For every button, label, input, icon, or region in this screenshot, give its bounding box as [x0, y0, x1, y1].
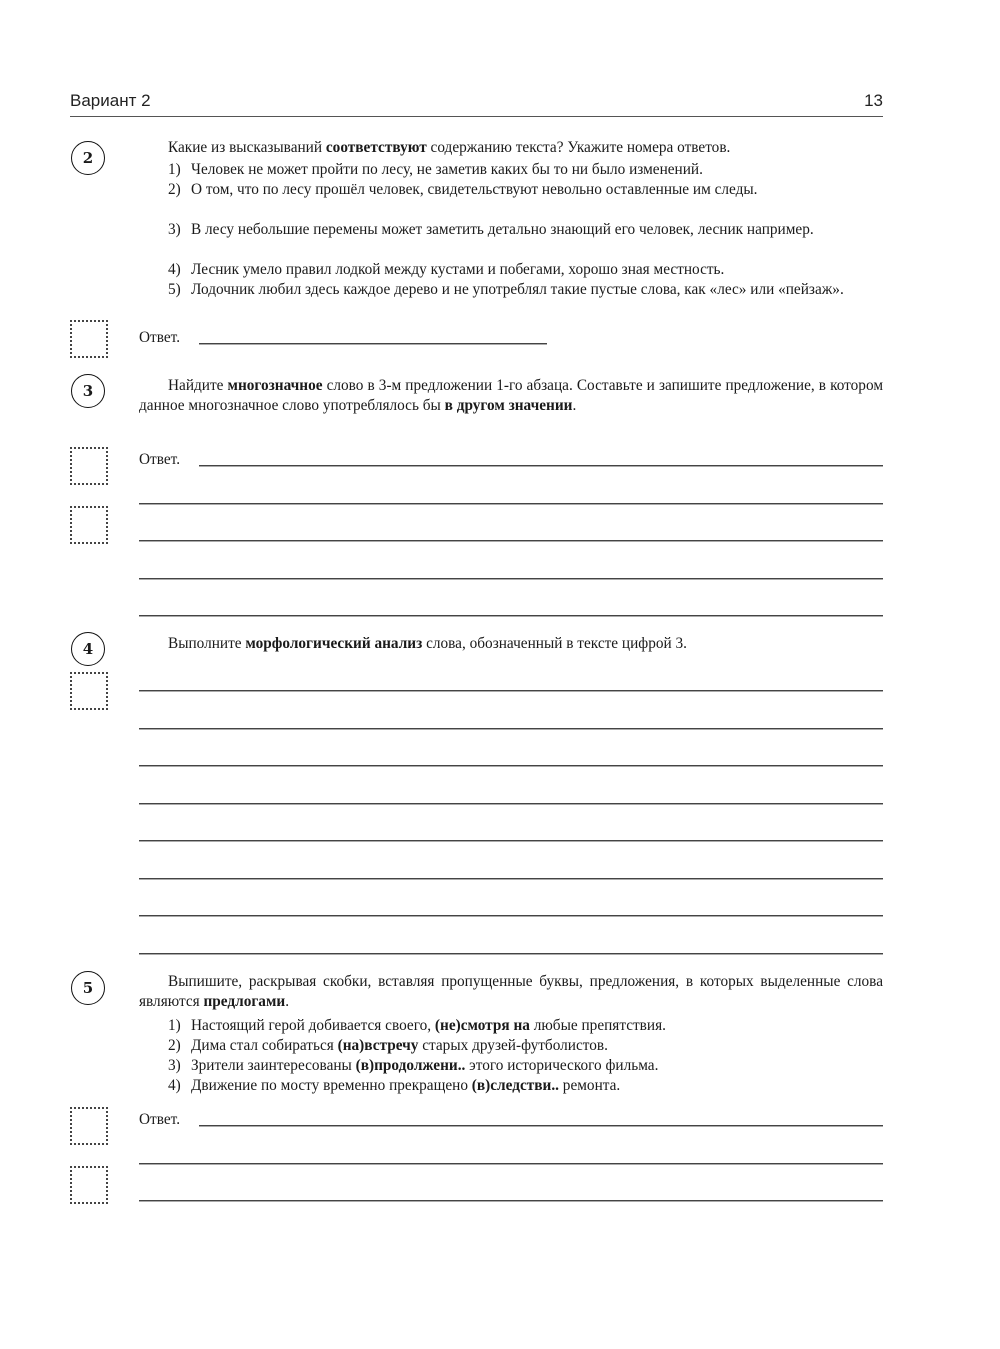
item-text: Лодочник любил здесь каждое дерево и не употреблял такие пустые слова, как «лес» или «пейзаж».	[191, 281, 844, 298]
answer-label: Ответ.	[139, 1111, 181, 1128]
answer-line[interactable]	[199, 1125, 883, 1127]
score-box	[70, 447, 108, 485]
item-number: 1)	[168, 1017, 181, 1034]
answer-line[interactable]	[139, 765, 883, 767]
item-text: Настоящий герой добивается своего,	[191, 1017, 435, 1034]
prompt-text: .	[572, 397, 577, 414]
answer-line[interactable]	[139, 615, 883, 617]
item-emphasis: (в)продолжени..	[355, 1057, 466, 1074]
answer-line[interactable]	[139, 690, 883, 692]
prompt-emphasis: многозначное	[227, 377, 323, 394]
task-number: 3	[82, 382, 94, 400]
list-item	[168, 1056, 883, 1076]
answer-line[interactable]	[139, 915, 883, 917]
answer-line[interactable]	[199, 465, 883, 467]
page-number: 13	[864, 91, 883, 110]
task-number-badge	[71, 632, 105, 666]
prompt-text: слова, обозначенный в тексте цифрой 3.	[422, 635, 687, 652]
item-emphasis: (не)смотря на	[434, 1017, 530, 1034]
list-item	[168, 1076, 883, 1096]
answer-line[interactable]	[139, 953, 883, 955]
answer-line[interactable]	[139, 728, 883, 730]
list-item	[168, 180, 883, 200]
task-number-badge	[71, 971, 105, 1005]
task-4-prompt	[139, 634, 883, 654]
prompt-emphasis: в другом значении	[444, 397, 573, 414]
answer-line[interactable]	[139, 1163, 883, 1165]
item-number: 3)	[168, 221, 181, 238]
score-box	[70, 506, 108, 544]
prompt-emphasis: морфологический анализ	[245, 635, 423, 652]
answer-line[interactable]	[139, 803, 883, 805]
answer-line[interactable]	[199, 343, 547, 345]
list-item	[168, 220, 883, 240]
item-number: 4)	[168, 1077, 181, 1094]
item-text: Лесник умело правил лодкой между кустами и побегами, хорошо зная местность.	[191, 261, 725, 278]
item-text: ремонта.	[558, 1077, 621, 1094]
item-emphasis: (на)встречу	[337, 1037, 419, 1054]
list-item	[168, 280, 883, 300]
variant-title: Вариант 2	[70, 91, 151, 110]
item-emphasis: (в)следстви..	[471, 1077, 559, 1094]
prompt-text: Выпишите, раскрывая скобки, вставляя пропущенные буквы, предложения, в которых выделенные слова являются	[139, 973, 883, 1010]
item-text: Зрители заинтересованы	[191, 1057, 356, 1074]
list-item	[168, 160, 883, 180]
item-number: 5)	[168, 281, 181, 298]
item-text: любые препятствия.	[529, 1017, 666, 1034]
prompt-text: содержанию текста? Укажите номера ответов.	[426, 139, 731, 156]
item-number: 2)	[168, 181, 181, 198]
item-text: Движение по мосту временно прекращено	[191, 1077, 472, 1094]
task-number-badge	[71, 374, 105, 408]
prompt-text: Найдите	[168, 377, 228, 394]
prompt-emphasis: предлогами	[203, 993, 286, 1010]
score-box	[70, 672, 108, 710]
prompt-text: Выполните	[168, 635, 246, 652]
prompt-emphasis: соответствуют	[325, 139, 427, 156]
item-text: этого исторического фильма.	[465, 1057, 659, 1074]
list-item	[168, 260, 883, 280]
answer-line[interactable]	[139, 1200, 883, 1202]
task-number: 5	[82, 979, 94, 997]
item-text: Человек не может пройти по лесу, не заметив каких бы то ни было изменений.	[191, 161, 703, 178]
score-box	[70, 1107, 108, 1145]
task-number: 4	[82, 640, 94, 658]
task-number-badge	[71, 141, 105, 175]
task-3-prompt	[139, 376, 883, 416]
score-box	[70, 320, 108, 358]
item-text: Дима стал собираться	[191, 1037, 338, 1054]
answer-label: Ответ.	[139, 329, 181, 346]
prompt-text: Какие из высказываний	[168, 139, 326, 156]
task-2-prompt	[139, 138, 883, 158]
item-number: 1)	[168, 161, 181, 178]
item-text: старых друзей-футболистов.	[418, 1037, 608, 1054]
item-number: 4)	[168, 261, 181, 278]
prompt-text: слово в 3-м предложении 1-го абзаца. Составьте и запишите предложение, в котором данное многозначное слово употреблялось бы	[139, 377, 883, 414]
answer-label: Ответ.	[139, 451, 181, 468]
prompt-text: .	[285, 993, 290, 1010]
list-item	[168, 1036, 883, 1056]
answer-line[interactable]	[139, 503, 883, 505]
header-rule	[70, 116, 883, 117]
list-item	[168, 1016, 883, 1036]
item-text: О том, что по лесу прошёл человек, свидетельствуют невольно оставленные им следы.	[191, 181, 758, 198]
score-box	[70, 1166, 108, 1204]
item-number: 3)	[168, 1057, 181, 1074]
answer-line[interactable]	[139, 540, 883, 542]
item-number: 2)	[168, 1037, 181, 1054]
answer-line[interactable]	[139, 840, 883, 842]
item-text: В лесу небольшие перемены может заметить детально знающий его человек, лесник например.	[191, 221, 814, 238]
task-5-prompt	[139, 972, 883, 1012]
answer-line[interactable]	[139, 878, 883, 880]
task-number: 2	[82, 149, 94, 167]
answer-line[interactable]	[139, 578, 883, 580]
